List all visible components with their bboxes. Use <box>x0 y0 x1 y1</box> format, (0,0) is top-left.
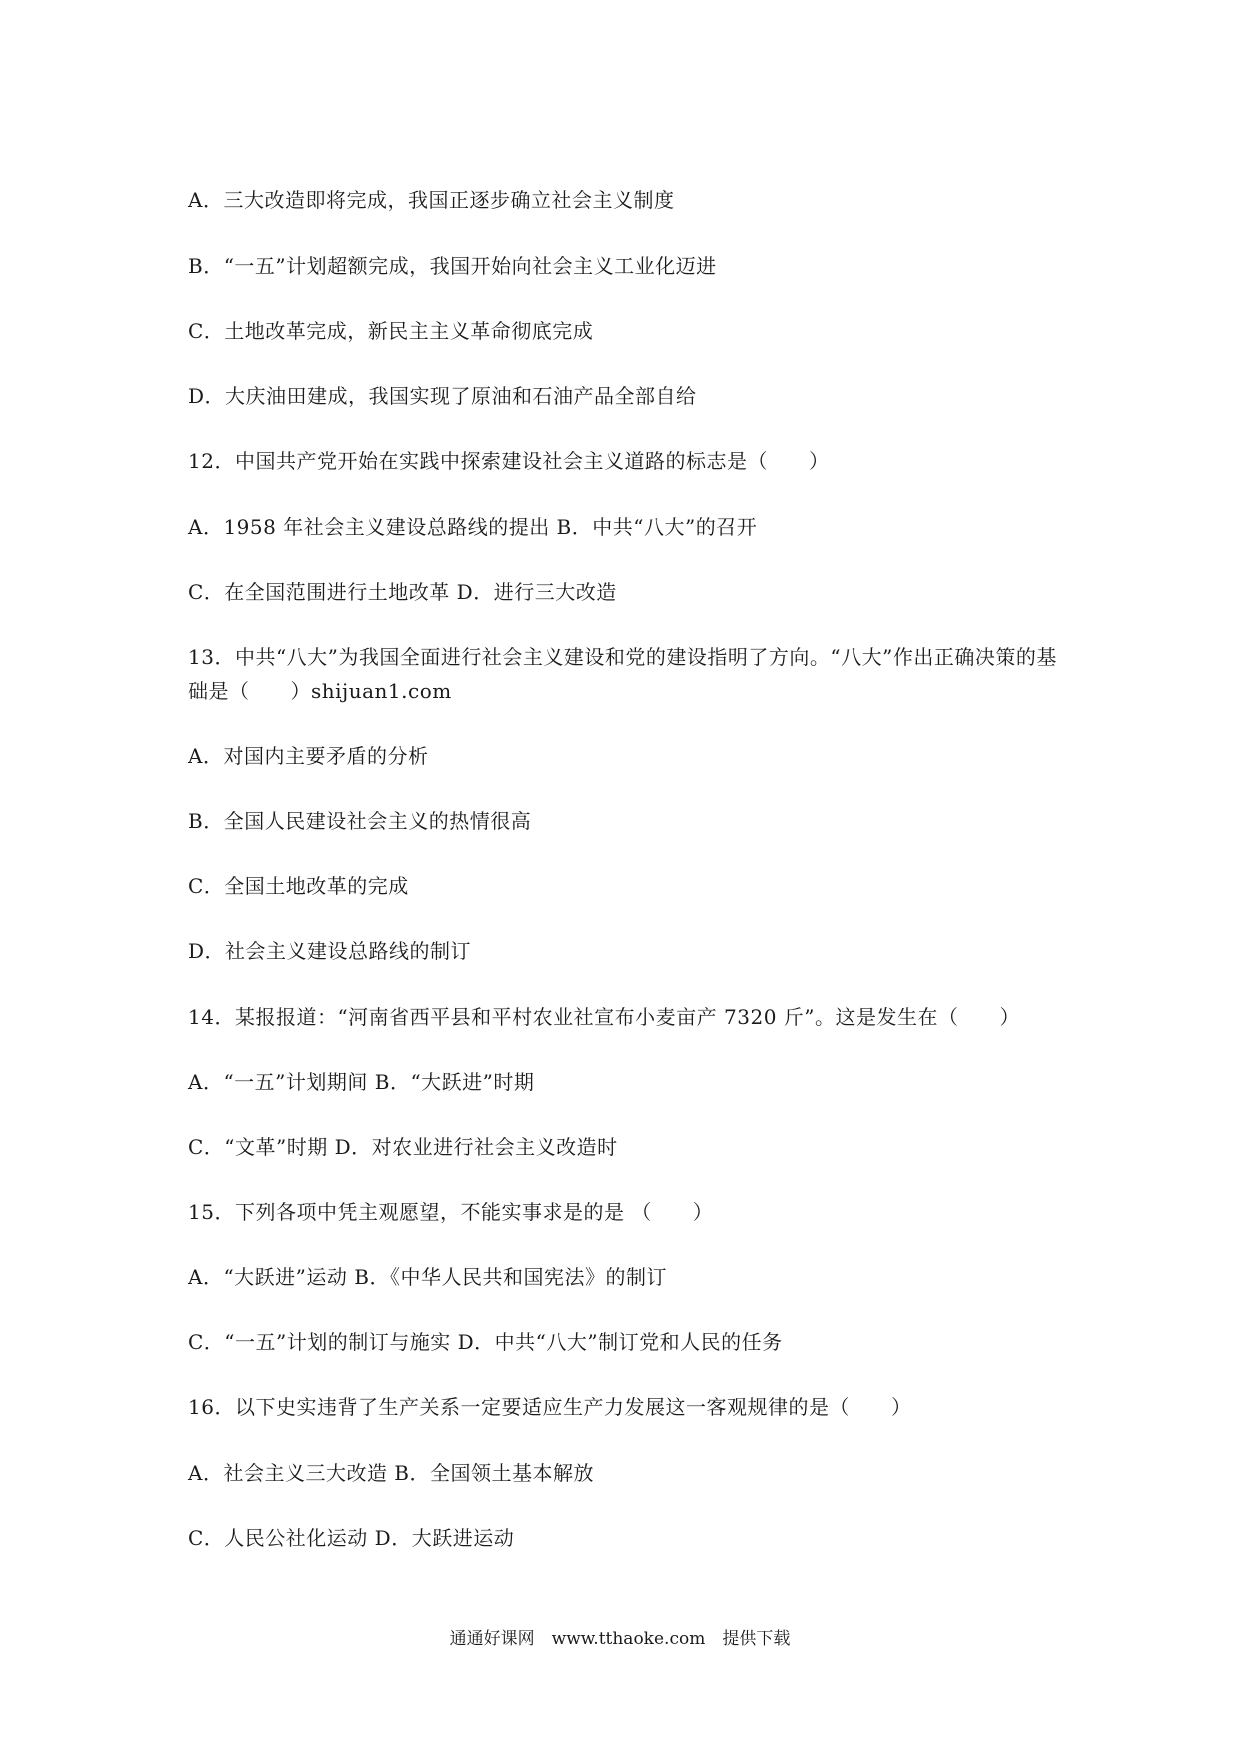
page-footer: 通通好课网 www.tthaoke.com 提供下载 <box>449 1629 791 1649</box>
q11-option-a: A．三大改造即将完成，我国正逐步确立社会主义制度 <box>188 188 675 212</box>
q16-option-cd: C．人民公社化运动 D．大跃进运动 <box>188 1526 515 1550</box>
q14-option-cd: C．“文革”时期 D．对农业进行社会主义改造时 <box>188 1135 618 1159</box>
q15-option-ab: A．“大跃进”运动 B．《中华人民共和国宪法》的制订 <box>188 1265 667 1289</box>
q13-question: 13．中共“八大”为我国全面进行社会主义建设和党的建设指明了方向。“八大”作出正确决策的基础是（ ）shijuan1.com <box>188 645 1057 703</box>
q13-option-d: D．社会主义建设总路线的制订 <box>188 939 472 963</box>
q12-option-cd: C．在全国范围进行土地改革 D．进行三大改造 <box>188 580 617 604</box>
q16-option-ab: A．社会主义三大改造 B．全国领土基本解放 <box>188 1461 594 1485</box>
q11-option-c: C．土地改革完成，新民主主义革命彻底完成 <box>188 319 594 343</box>
q14-option-ab: A．“一五”计划期间 B．“大跃进”时期 <box>188 1070 535 1094</box>
q16-question: 16．以下史实违背了生产关系一定要适应生产力发展这一客观规律的是（ ） <box>188 1395 912 1419</box>
q13-option-b: B．全国人民建设社会主义的热情很高 <box>188 809 532 833</box>
q13-option-c: C．全国土地改革的完成 <box>188 874 409 898</box>
q11-option-b: B．“一五”计划超额完成，我国开始向社会主义工业化迈进 <box>188 254 717 278</box>
q15-option-cd: C．“一五”计划的制订与施实 D．中共“八大”制订党和人民的任务 <box>188 1330 783 1354</box>
q13-option-a: A．对国内主要矛盾的分析 <box>188 744 429 768</box>
q12-option-ab: A．1958 年社会主义建设总路线的提出 B．中共“八大”的召开 <box>188 515 758 539</box>
q14-question: 14．某报报道：“河南省西平县和平村农业社宣布小麦亩产 7320 斤”。这是发生在（ ） <box>188 1005 1021 1029</box>
q11-option-d: D．大庆油田建成，我国实现了原油和石油产品全部自给 <box>188 384 697 408</box>
q15-question: 15．下列各项中凭主观愿望，不能实事求是的是 （ ） <box>188 1200 714 1224</box>
q12-question: 12．中国共产党开始在实践中探索建设社会主义道路的标志是（ ） <box>188 449 830 473</box>
